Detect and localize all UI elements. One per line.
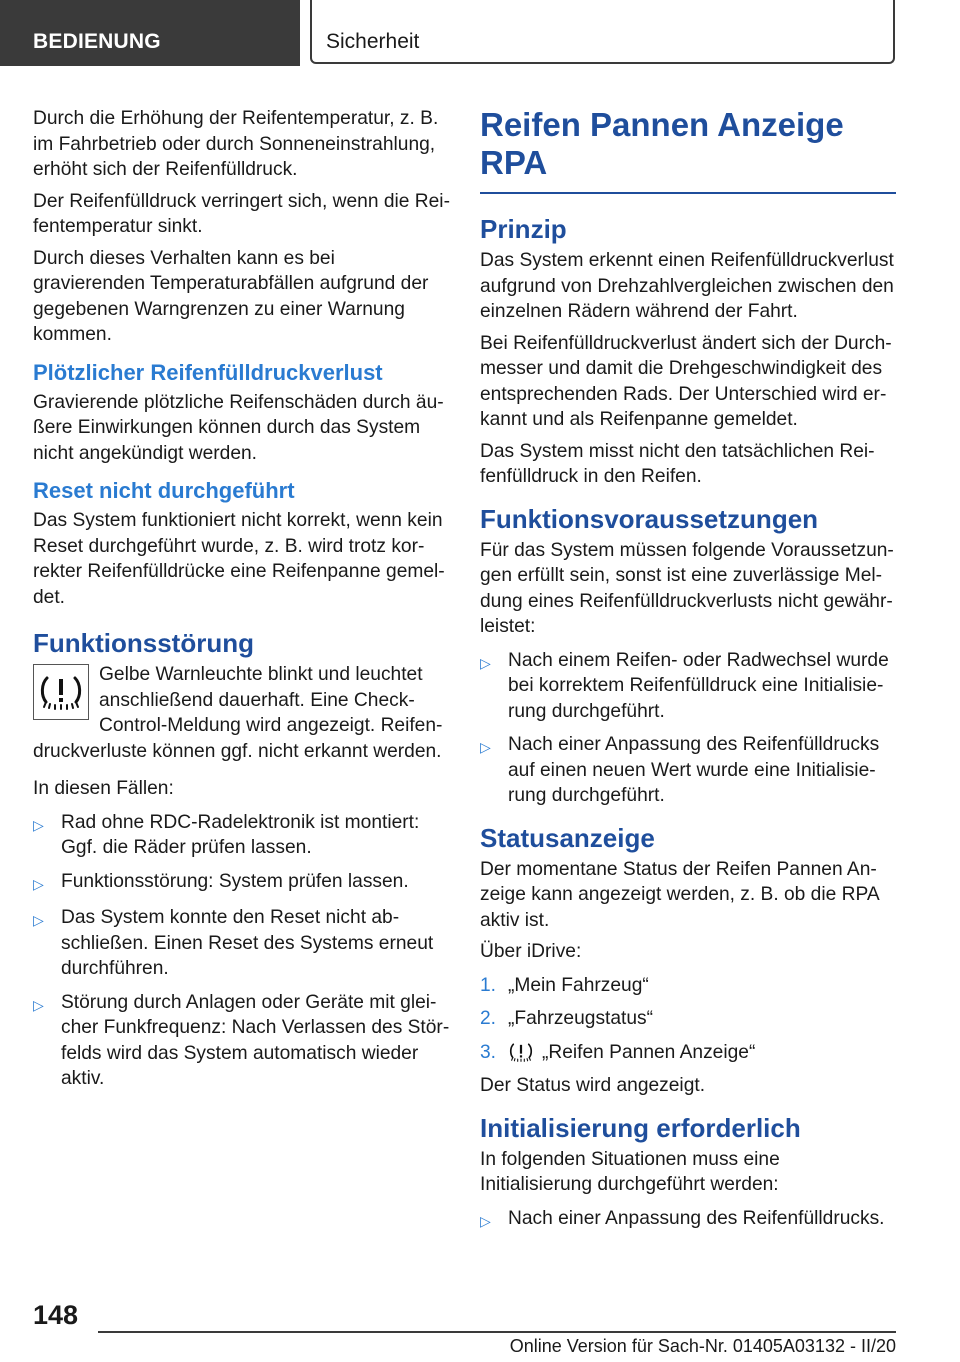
paragraph: Der momentane Status der Reifen Pannen An‐zeige kann angezeigt werden, z. B. ob die RPA aktiv ist. bbox=[480, 858, 879, 931]
heading-requirements: Funktionsvoraussetzungen bbox=[480, 503, 819, 534]
list-item: 2. „Fahrzeugstatus“ bbox=[480, 1008, 654, 1029]
idrive-steps bbox=[480, 973, 896, 1066]
heading-principle: Prinzip bbox=[480, 214, 567, 244]
chapter-tab: BEDIENUNG bbox=[0, 0, 300, 66]
triangle-right-icon: ▷ bbox=[33, 816, 44, 833]
requirements-list bbox=[480, 648, 896, 809]
list-item: 1. „Mein Fahrzeug“ bbox=[480, 974, 649, 996]
paragraph: Gravierende plötzliche Reifenschäden durch äu‐ßere Einwirkungen können durch das System nicht angekündigt werden. bbox=[33, 391, 444, 464]
list-item: ▷ Das System konnte den Reset nicht ab‐schließen. Einen Reset des Systems erneut durchführen. bbox=[33, 905, 451, 982]
list-item: ▷ Nach einer Anpassung des Reifenfülldrucks auf einen neuen Wert wurde eine Initialisie‐rung durchgeführt. bbox=[480, 732, 896, 809]
paragraph: Bei Reifenfülldruckverlust ändert sich der Durch‐messer und damit die Drehgeschwindigkeit des entsprechenden Rads. Der Unterschied wird er‐kannt und als Reifenpanne gemeldet. bbox=[480, 332, 892, 430]
tire-pressure-warning-icon bbox=[33, 664, 89, 720]
list-item: ▷ Nach einem Reifen- oder Radwechsel wurde bei korrektem Reifenfülldruck eine Initialisie‐rung durchgeführt. bbox=[480, 648, 896, 725]
triangle-right-icon: ▷ bbox=[33, 996, 44, 1013]
heading-malfunction: Funktionsstörung bbox=[33, 628, 254, 658]
paragraph: In folgenden Situationen muss eine Initialisierung durchgeführt werden: bbox=[480, 1148, 780, 1195]
tire-pressure-warning-icon bbox=[508, 1041, 534, 1063]
page-number: 148 bbox=[33, 1300, 79, 1330]
heading-sudden-loss: Plötzlicher Reifenfülldruckverlust bbox=[33, 359, 383, 385]
triangle-right-icon: ▷ bbox=[480, 654, 491, 671]
footer-rule bbox=[98, 1331, 896, 1333]
paragraph: Das System funktioniert nicht korrekt, wenn kein Reset durchgeführt wurde, z. B. wird trotz kor‐rekter Reifenfülldrücke eine Reifenpanne gemel‐det. bbox=[33, 510, 445, 608]
init-list bbox=[480, 1206, 896, 1235]
triangle-right-icon: ▷ bbox=[33, 912, 44, 928]
list-item: ▷ Rad ohne RDC-Radelektronik ist montiert: Ggf. die Räder prüfen lassen. bbox=[33, 810, 451, 861]
paragraph: In diesen Fällen: bbox=[33, 778, 174, 799]
paragraph: Der Status wird angezeigt. bbox=[480, 1075, 706, 1096]
paragraph: Für das System müssen folgende Voraussetzun‐gen erfüllt sein, sonst ist eine zuverlässige Mel‐dung eines Reifenfülldruckverlusts nicht gewähr‐leistet: bbox=[480, 539, 894, 637]
main-heading: Reifen Pannen Anzeige RPA bbox=[480, 106, 844, 181]
section-title: Sicherheit bbox=[310, 0, 895, 64]
paragraph: Das System misst nicht den tatsächlichen Rei‐fenfülldruck in den Reifen. bbox=[480, 440, 875, 487]
list-item: ▷ Funktionsstörung: System prüfen lassen. bbox=[33, 869, 451, 898]
page-header bbox=[0, 0, 960, 66]
paragraph: Durch dieses Verhalten kann es bei gravierenden Temperaturabfällen aufgrund der gegebenen Warngrenzen zu einer Warnung kommen. bbox=[33, 247, 429, 345]
footer-version: Online Version für Sach-Nr. 01405A03132 - II/20 bbox=[509, 1336, 896, 1356]
list-item: 3. „Reifen Pannen Anzeige“ bbox=[480, 1041, 756, 1063]
triangle-right-icon: ▷ bbox=[480, 739, 491, 755]
list-item: ▷ Nach einer Anpassung des Reifenfülldrucks. bbox=[480, 1206, 896, 1235]
paragraph: Durch die Erhöhung der Reifentemperatur, z. B. im Fahrbetrieb oder durch Sonneneinstrahlung, erhöht sich der Reifenfülldruck. bbox=[33, 108, 439, 180]
heading-initialisation: Initialisierung erforderlich bbox=[480, 1112, 801, 1143]
triangle-right-icon: ▷ bbox=[33, 875, 44, 892]
left-column bbox=[33, 106, 451, 1100]
heading-reset: Reset nicht durchgeführt bbox=[33, 478, 295, 503]
paragraph: Über iDrive: bbox=[480, 941, 582, 962]
right-column bbox=[480, 106, 896, 1242]
paragraph: Der Reifenfülldruck verringert sich, wenn die Rei‐fentemperatur sinkt. bbox=[33, 190, 450, 237]
cases-list bbox=[33, 810, 451, 1092]
heading-rule bbox=[480, 192, 896, 194]
paragraph: Das System erkennt einen Reifenfülldruckverlust aufgrund von Drehzahlvergleichen zwischen den einzelnen Rädern während der Fahrt. bbox=[480, 250, 894, 322]
warning-block bbox=[33, 662, 451, 764]
paragraph: Gelbe Warnleuchte blinkt und leuchtet anschließend dauerhaft. Eine Check-Control-Meldung wird angezeigt. Reifen‐druckverluste können ggf. nicht erkannt werden. bbox=[33, 664, 443, 762]
heading-status: Statusanzeige bbox=[480, 822, 655, 853]
triangle-right-icon: ▷ bbox=[480, 1212, 491, 1229]
list-item: ▷ Störung durch Anlagen oder Geräte mit glei‐cher Funkfrequenz: Nach Verlassen des Stör‐felds wird das System automatisch wieder aktiv. bbox=[33, 990, 451, 1092]
